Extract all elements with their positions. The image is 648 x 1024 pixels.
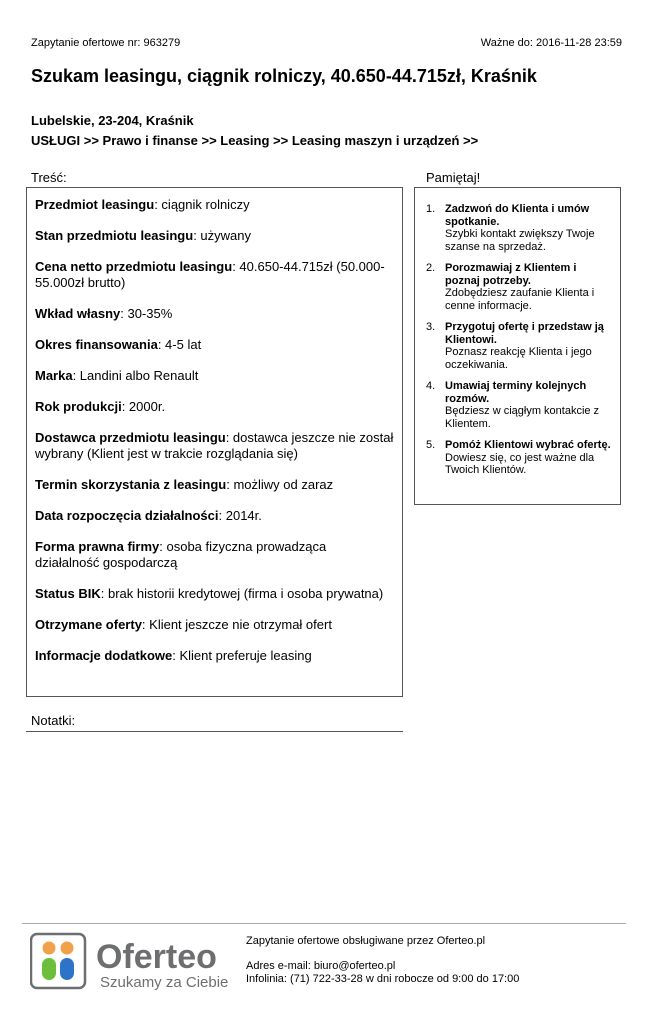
field-label: Marka bbox=[35, 368, 73, 383]
footer-divider bbox=[22, 923, 626, 924]
tip-number: 3. bbox=[426, 321, 436, 333]
field-label: Okres finansowania bbox=[35, 337, 158, 352]
field-item bbox=[35, 399, 394, 415]
tips-box bbox=[414, 187, 621, 505]
oferteo-logo-icon bbox=[30, 931, 240, 993]
tip-title: Porozmawiaj z Klientem i poznaj potrzeby. bbox=[445, 262, 577, 287]
tip-title: Umawiaj terminy kolejnych rozmów. bbox=[445, 380, 587, 405]
field-item bbox=[35, 228, 394, 244]
field-label: Rok produkcji bbox=[35, 399, 122, 414]
logo-wordmark: Oferteo bbox=[96, 938, 217, 976]
field-label: Dostawca przedmiotu leasingu bbox=[35, 430, 226, 445]
content-label: Treść: bbox=[31, 170, 67, 185]
field-value: : 2014r. bbox=[218, 508, 262, 523]
tip-item bbox=[423, 380, 612, 430]
field-item bbox=[35, 337, 394, 353]
oferteo-logo bbox=[30, 931, 240, 993]
tip-number: 2. bbox=[426, 262, 436, 274]
field-item bbox=[35, 259, 394, 291]
field-item bbox=[35, 430, 394, 462]
field-label: Status BIK bbox=[35, 586, 101, 601]
valid-until: Ważne do: 2016-11-28 23:59 bbox=[480, 37, 622, 49]
field-item bbox=[35, 617, 394, 633]
tip-number: 1. bbox=[426, 203, 436, 215]
notes-line bbox=[26, 731, 403, 732]
field-value: : używany bbox=[193, 228, 251, 243]
field-value: : Klient jeszcze nie otrzymał ofert bbox=[141, 617, 332, 632]
field-value: : Landini albo Renault bbox=[72, 368, 199, 383]
served-by: Zapytanie ofertowe obsługiwane przez Oferteo.pl bbox=[246, 935, 486, 947]
field-item bbox=[35, 477, 394, 493]
field-label: Stan przedmiotu leasingu bbox=[35, 228, 194, 243]
field-value: : ciągnik rolniczy bbox=[154, 197, 250, 212]
field-value: : 30-35% bbox=[120, 306, 173, 321]
inquiry-number: Zapytanie ofertowe nr: 963279 bbox=[31, 37, 181, 49]
notes-label: Notatki: bbox=[31, 713, 76, 728]
tip-description: Szybki kontakt zwiększy Twoje szanse na sprzedaż. bbox=[445, 228, 595, 253]
tip-item bbox=[423, 203, 612, 253]
field-label: Informacje dodatkowe bbox=[35, 648, 173, 663]
tip-title: Przygotuj ofertę i przedstaw ją Klientowi. bbox=[445, 321, 604, 346]
field-item bbox=[35, 306, 394, 322]
field-value: : brak historii kredytowej (firma i osoba prywatna) bbox=[100, 586, 384, 601]
remember-label: Pamiętaj! bbox=[426, 170, 481, 185]
contact-email: Adres e-mail: biuro@oferteo.pl bbox=[246, 960, 396, 972]
field-value: : 4-5 lat bbox=[157, 337, 202, 352]
tip-description: Dowiesz się, co jest ważne dla Twoich Klientów. bbox=[445, 451, 595, 476]
field-value: : Klient preferuje leasing bbox=[172, 648, 312, 663]
field-value: : osoba fizyczna prowadząca działalność gospodarczą bbox=[35, 539, 327, 570]
tip-item bbox=[423, 439, 612, 477]
field-label: Cena netto przedmiotu leasingu bbox=[35, 259, 233, 274]
field-item bbox=[35, 197, 394, 213]
tip-item bbox=[423, 262, 612, 312]
logo-tagline: Szukamy za Ciebie bbox=[100, 974, 229, 991]
content-box bbox=[26, 187, 403, 697]
field-item bbox=[35, 508, 394, 524]
field-value: : możliwy od zaraz bbox=[226, 477, 334, 492]
field-label: Forma prawna firmy bbox=[35, 539, 160, 554]
field-value: : 40.650-44.715zł (50.000-55.000zł brutto) bbox=[35, 259, 385, 290]
field-item bbox=[35, 648, 394, 664]
field-item bbox=[35, 368, 394, 384]
breadcrumb: USŁUGI >> Prawo i finanse >> Leasing >> Leasing maszyn i urządzeń >> bbox=[31, 133, 479, 148]
field-label: Termin skorzystania z leasingu bbox=[35, 477, 227, 492]
field-value: : 2000r. bbox=[121, 399, 166, 414]
tip-number: 5. bbox=[426, 439, 436, 451]
field-item bbox=[35, 539, 394, 571]
tip-number: 4. bbox=[426, 380, 436, 392]
field-label: Wkład własny bbox=[35, 306, 121, 321]
location: Lubelskie, 23-204, Kraśnik bbox=[31, 113, 194, 128]
footer-info bbox=[246, 935, 519, 986]
tips-list bbox=[423, 203, 612, 477]
field-value: : dostawca jeszcze nie został wybrany (Klient jest w trakcie rozglądania się) bbox=[35, 430, 394, 461]
field-label: Data rozpoczęcia działalności bbox=[35, 508, 219, 523]
hotline: Infolinia: (71) 722-33-28 w dni robocze od 9:00 do 17:00 bbox=[246, 973, 520, 985]
tip-title: Zadzwoń do Klienta i umów spotkanie. bbox=[445, 203, 590, 228]
tip-title: Pomóż Klientowi wybrać ofertę. bbox=[445, 439, 611, 451]
page-title: Szukam leasingu, ciągnik rolniczy, 40.650-44.715zł, Kraśnik bbox=[31, 66, 537, 86]
field-item bbox=[35, 586, 394, 602]
tip-description: Będziesz w ciągłym kontakcie z Klientem. bbox=[445, 405, 600, 430]
tip-description: Poznasz reakcję Klienta i jego oczekiwania. bbox=[445, 346, 592, 371]
tip-item bbox=[423, 321, 612, 371]
field-label: Otrzymane oferty bbox=[35, 617, 142, 632]
field-label: Przedmiot leasingu bbox=[35, 197, 155, 212]
tip-description: Zdobędziesz zaufanie Klienta i cenne informacje. bbox=[445, 287, 595, 312]
